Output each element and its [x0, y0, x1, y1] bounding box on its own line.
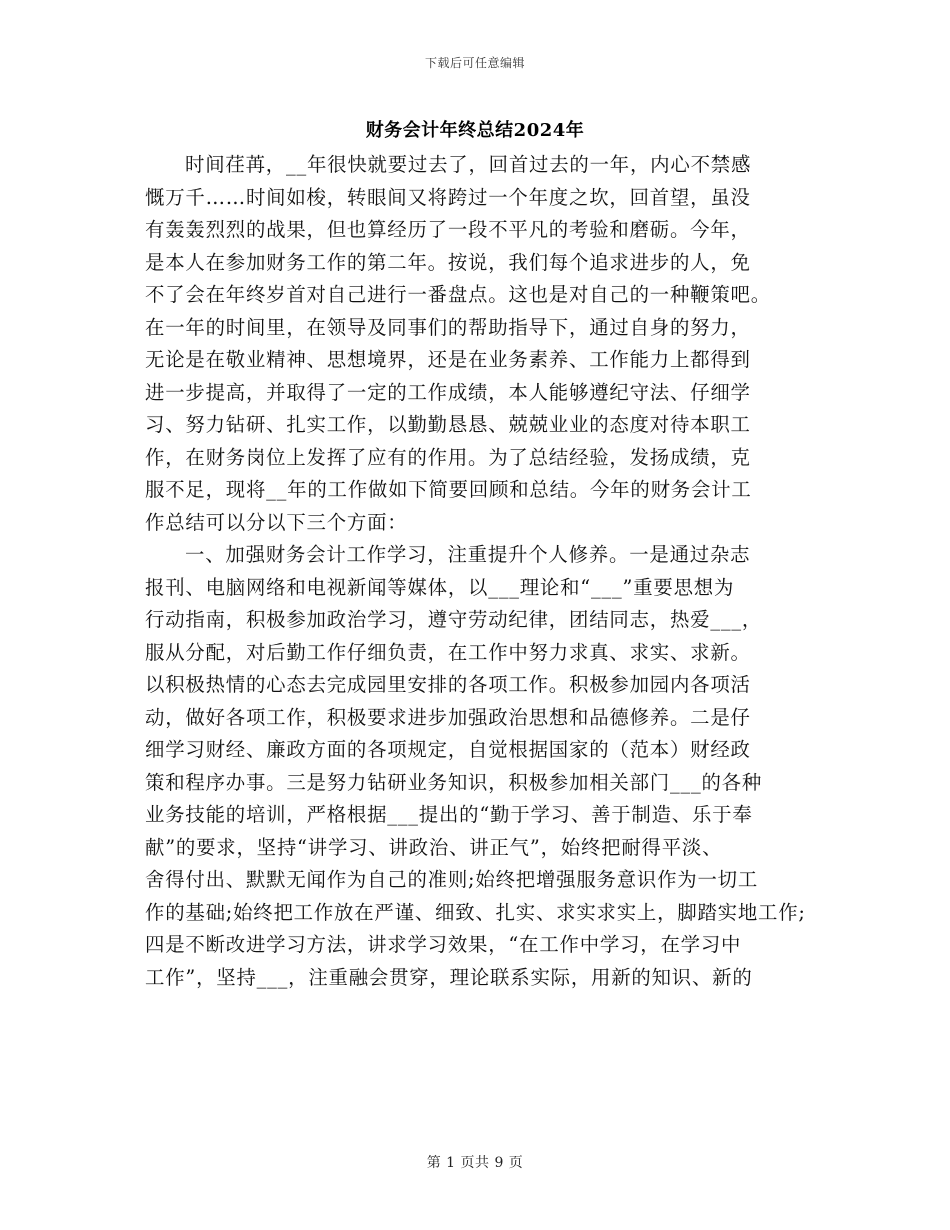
paragraph-line: 行动指南，积极参加政治学习，遵守劳动纪律，团结同志，热爱___， [145, 608, 763, 631]
paragraph-line: 是本人在参加财务工作的第二年。按说，我们每个追求进步的人，免 [145, 250, 751, 274]
paragraph-line: 在一年的时间里，在领导及同事们的帮助指导下，通过自身的努力， [145, 315, 751, 339]
paragraph-line: 服从分配，对后勤工作仔细负责，在工作中努力求真、求实、求新。 [145, 640, 751, 664]
paragraph-line: 习、努力钻研、扎实工作，以勤勤恳恳、兢兢业业的态度对待本职工 [145, 413, 751, 436]
paragraph-line: 业务技能的培训，严格根据___提出的“勤于学习、善于制造、乐于奉 [145, 803, 753, 826]
paragraph-line: 一、加强财务会计工作学习，注重提升个人修养。一是通过杂志 [185, 543, 751, 566]
paragraph-line: 报刊、电脑网络和电视新闻等媒体，以___理论和“___”重要思想为 [145, 575, 735, 599]
paragraph-line: 不了会在年终岁首对自己进行一番盘点。这也是对自己的一种鞭策吧。 [145, 283, 771, 306]
document-title: 财务会计年终总结2024年 [365, 120, 585, 141]
document-body [145, 149, 809, 994]
paragraph-line: 作的基础;始终把工作放在严谨、细致、扎实、求实求实上，脚踏实地工作; [145, 900, 806, 924]
paragraph-line: 细学习财经、廉政方面的各项规定，自觉根据国家的（范本）财经政 [145, 738, 751, 761]
paragraph-line: 舍得付出、默默无闻作为自己的准则;始终把增强服务意识作为一切工 [145, 868, 759, 891]
paragraph-line: 作总结可以分以下三个方面： [145, 510, 408, 534]
paragraph-line: 服不足，现将__年的工作做如下简要回顾和总结。今年的财务会计工 [145, 478, 752, 501]
paragraph-line: 进一步提高，并取得了一定的工作成绩，本人能够遵纪守法、仔细学 [145, 380, 751, 404]
paragraph-line: 无论是在敬业精神、思想境界，还是在业务素养、工作能力上都得到 [145, 348, 751, 371]
paragraph-line: 有轰轰烈烈的战果，但也算经历了一段不平凡的考验和磨砺。今年， [145, 218, 751, 241]
paragraph-line: 策和程序办事。三是努力钻研业务知识，积极参加相关部门___的各种 [145, 770, 763, 794]
paragraph-line: 作，在财务岗位上发挥了应有的作用。为了总结经验，发扬成绩，克 [145, 445, 751, 469]
paragraph-line: 以积极热情的心态去完成园里安排的各项工作。积极参加园内各项活 [145, 673, 751, 696]
page-header: 下载后可任意编辑 [424, 56, 525, 70]
paragraph-line: 动，做好各项工作，积极要求进步加强政治思想和品德修养。二是仔 [145, 705, 751, 729]
paragraph-line: 时间荏苒，__年很快就要过去了，回首过去的一年，内心不禁感 [185, 153, 752, 176]
paragraph-line: 工作”，坚持___，注重融会贯穿，理论联系实际，用新的知识、新的 [145, 965, 753, 989]
paragraph-line: 慨万千……时间如梭，转眼间又将跨过一个年度之坎，回首望，虽没 [145, 185, 751, 209]
paragraph-line: 四是不断改进学习方法，讲求学习效果，“在工作中学习，在学习中 [145, 933, 742, 956]
page-footer: 第 1 页共 9 页 [426, 1155, 524, 1171]
paragraph-line: 献”的要求，坚持“讲学习、讲政治、讲正气”，始终把耐得平淡、 [145, 835, 723, 859]
